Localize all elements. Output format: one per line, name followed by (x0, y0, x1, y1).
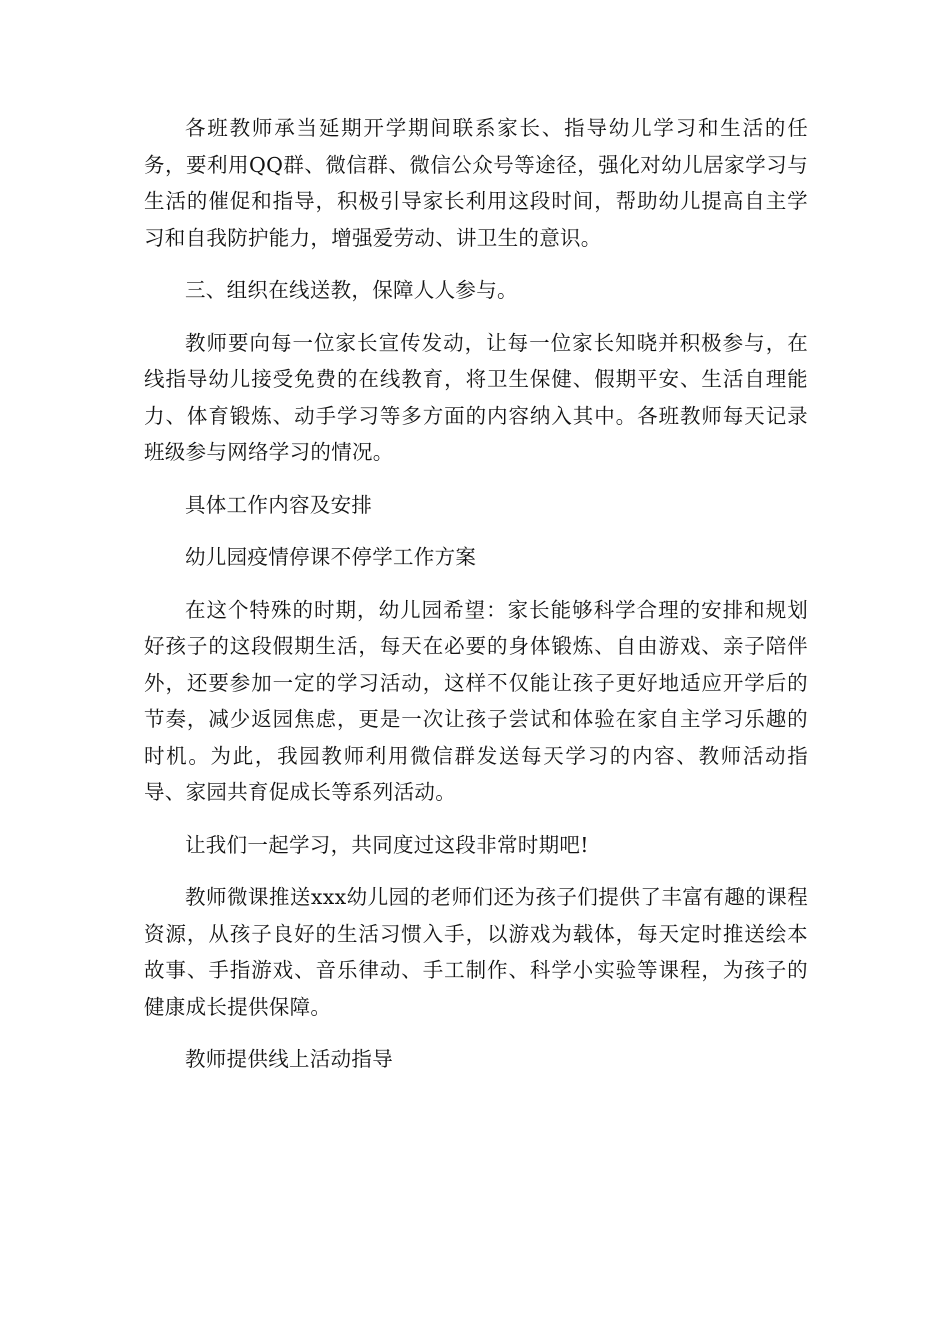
paragraph-learn-together: 让我们一起学习，共同度过这段非常时期吧! (185, 832, 589, 857)
paragraph-micro-lessons: 教师微课推送xxx幼儿园的老师们还为孩子们提供了丰富有趣的课程资源，从孩子良好的生活习惯入手，以游戏为载体，每天定时推送绘本故事、手指游戏、音乐律动、手工制作、科学小实验等课程，为孩子的健康成长提供保障。 (144, 885, 808, 1019)
heading-work-arrangement: 具体工作内容及安排 (185, 492, 373, 517)
heading-work-plan-title: 幼儿园疫情停课不停学工作方案 (185, 545, 477, 569)
heading-online-guidance: 教师提供线上活动指导 (185, 1047, 393, 1071)
document-body (144, 110, 808, 1078)
heading-online-teaching: 三、组织在线送教，保障人人参与。 (185, 278, 518, 302)
paragraph-teacher-duties: 各班教师承当延期开学期间联系家长、指导幼儿学习和生活的任务，要利用QQ群、微信群、微信公众号等途径，强化对幼儿居家学习与生活的催促和指导，积极引导家长利用这段时间，帮助幼儿提高自主学习和自我防护能力，增强爱劳动、讲卫生的意识。 (144, 116, 808, 250)
paragraph-parent-outreach: 教师要向每一位家长宣传发动，让每一位家长知晓并积极参与，在线指导幼儿接受免费的在线教育，将卫生保健、假期平安、生活自理能力、体育锻炼、动手学习等多方面的内容纳入其中。各班教师每天记录班级参与网络学习的情况。 (144, 330, 808, 464)
paragraph-special-period: 在这个特殊的时期，幼儿园希望：家长能够科学合理的安排和规划好孩子的这段假期生活，每天在必要的身体锻炼、自由游戏、亲子陪伴外，还要参加一定的学习活动，这样不仅能让孩子更好地适应开学后的节奏，减少返园焦虑，更是一次让孩子尝试和体验在家自主学习乐趣的时机。为此，我园教师利用微信群发送每天学习的内容、教师活动指导、家园共育促成长等系列活动。 (144, 597, 808, 804)
